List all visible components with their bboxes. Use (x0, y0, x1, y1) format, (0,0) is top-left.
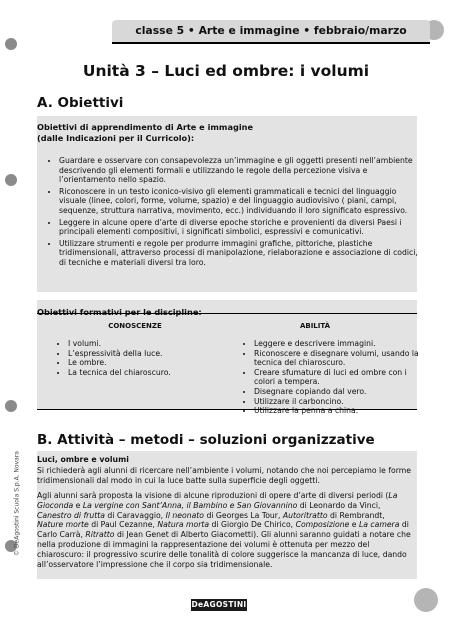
list-item: • Utilizzare il carboncino. (254, 397, 424, 407)
list-item: • Riconoscere in un testo iconico-visivo gli elementi grammaticali e tecnici del linguaggio visuale (linee, colori, forme, volume, spazio) e del linguaggio audiovisivo ( piani, campi, sequenze, struttura narrativa, movimento, ecc.) individuando il loro significato espressivo. (59, 187, 419, 216)
formative-heading: Obiettivi formativi per le discipline: (37, 307, 202, 317)
artwork-title: Canestro di frutta (37, 510, 105, 520)
activities-subtitle: Luci, ombre e volumi (37, 455, 129, 464)
artwork-title: Ritratto (85, 530, 115, 540)
artwork-title: La camera (358, 520, 400, 530)
paragraph-text: di Jean Genet di Alberto Giacometti). Gli alunni saranno guidati a notare che nella produzione di immagini la rappresentazione dei volumi è ottenuta per mezzo del chiaroscuro: il progressivo scurire delle tonalità di colore suggerisce la mancanza di luce, dando all’osservatore l’impressione che il corpo sia tridimensionale. (37, 530, 411, 569)
artwork-title: Composizione (295, 520, 350, 530)
list-item: • Guardare e osservare con consapevolezza un’immagine e gli oggetti presenti nell’ambiente descrivendo gli elementi formali e utilizzando le regole della percezione visiva e l’orientamento nello spazio. (59, 156, 419, 185)
list-item: • Le ombre. (68, 358, 218, 368)
list-item: • Creare sfumature di luci ed ombre con i colori a tempera. (254, 368, 424, 387)
conoscenze-header: CONOSCENZE (108, 322, 162, 330)
abilita-header: ABILITÀ (299, 322, 331, 330)
activities-paragraph-1: Si richiederà agli alunni di ricercare nell’ambiente i volumi, notando che noi percepiamo le forme tridimensionali dal modo in cui la luce batte sulla superficie degli oggetti. (37, 466, 411, 485)
paragraph-text: di Georges La Tour, (204, 510, 283, 520)
paragraph-text: Agli alunni sarà proposta la visione di alcune riproduzioni di opere d’arte di diversi periodi ( (37, 491, 389, 500)
artwork-title: La vergine con Sant’Anna, il Bambino e San Giovannino (82, 500, 298, 510)
activities-box (37, 451, 417, 579)
learning-objectives-box (37, 116, 417, 292)
divider (37, 313, 417, 314)
paragraph-text: di Giorgio De Chirico, (209, 520, 296, 530)
paragraph-text: e (349, 520, 359, 530)
paragraph-text: di Caravaggio, (104, 510, 166, 520)
artwork-title: La Gioconda (37, 491, 398, 510)
artwork-title: Il neonato (165, 510, 205, 520)
artwork-title: Autoritratto (282, 510, 328, 520)
paragraph-text: di Paul Cezanne, (88, 520, 158, 530)
list-item: • Disegnare copiando dal vero. (254, 387, 424, 397)
list-item: • Leggere e descrivere immagini. (254, 339, 424, 349)
header-bar: classe 5 • Arte e immagine • febbraio/marzo (112, 20, 430, 44)
unit-title: Unità 3 – Luci ed ombre: i volumi (82, 62, 370, 80)
publisher-logo: DeAGOSTINI (191, 600, 247, 609)
paragraph-text: di Leonardo da Vinci, (297, 500, 381, 510)
learning-heading-line1: Obiettivi di apprendimento di Arte e immagine (37, 122, 254, 132)
section-a-title: A. Obiettivi (37, 95, 124, 111)
binder-hole (5, 400, 17, 412)
list-item: • Leggere in alcune opere d’arte di diverse epoche storiche e provenienti da diversi Paesi i principali elementi compositivi, i significati simbolici, espressivi e comunicativi. (59, 218, 419, 237)
activities-paragraph-2 (37, 491, 413, 569)
binder-hole (5, 174, 17, 186)
list-item: • Riconoscere e disegnare volumi, usando la tecnica del chiaroscuro. (254, 349, 424, 368)
paragraph-text: di Carlo Carrà, (37, 520, 409, 540)
paragraph-text: di Rembrandt, (327, 510, 385, 520)
abilita-list (238, 339, 424, 416)
learning-heading-line2: (dalle Indicazioni per il Curricolo): (37, 133, 195, 143)
list-item: • La tecnica del chiaroscuro. (68, 368, 218, 378)
copyright-credit: © DeAgostini Scuola S.p.A. Novara (13, 451, 21, 556)
list-item: • Utilizzare la penna a china. (254, 406, 424, 416)
conoscenze-list (52, 339, 218, 377)
binder-hole (5, 38, 17, 50)
paragraph-text: e (73, 500, 83, 510)
learning-list (43, 156, 419, 268)
artwork-title: Natura morta (157, 520, 210, 530)
corner-dot-bottom (414, 588, 438, 612)
list-item: • I volumi. (68, 339, 218, 349)
section-b-title: B. Attività – metodi – soluzioni organizzative (37, 432, 375, 448)
list-item: • L’espressività della luce. (68, 349, 218, 359)
list-item: • Utilizzare strumenti e regole per produrre immagini grafiche, pittoriche, plastiche tridimensionali, attraverso processi di manipolazione, rielaborazione e associazione di codici, di tecniche e materiali diversi tra loro. (59, 239, 419, 268)
artwork-title: Nature morte (37, 520, 89, 530)
